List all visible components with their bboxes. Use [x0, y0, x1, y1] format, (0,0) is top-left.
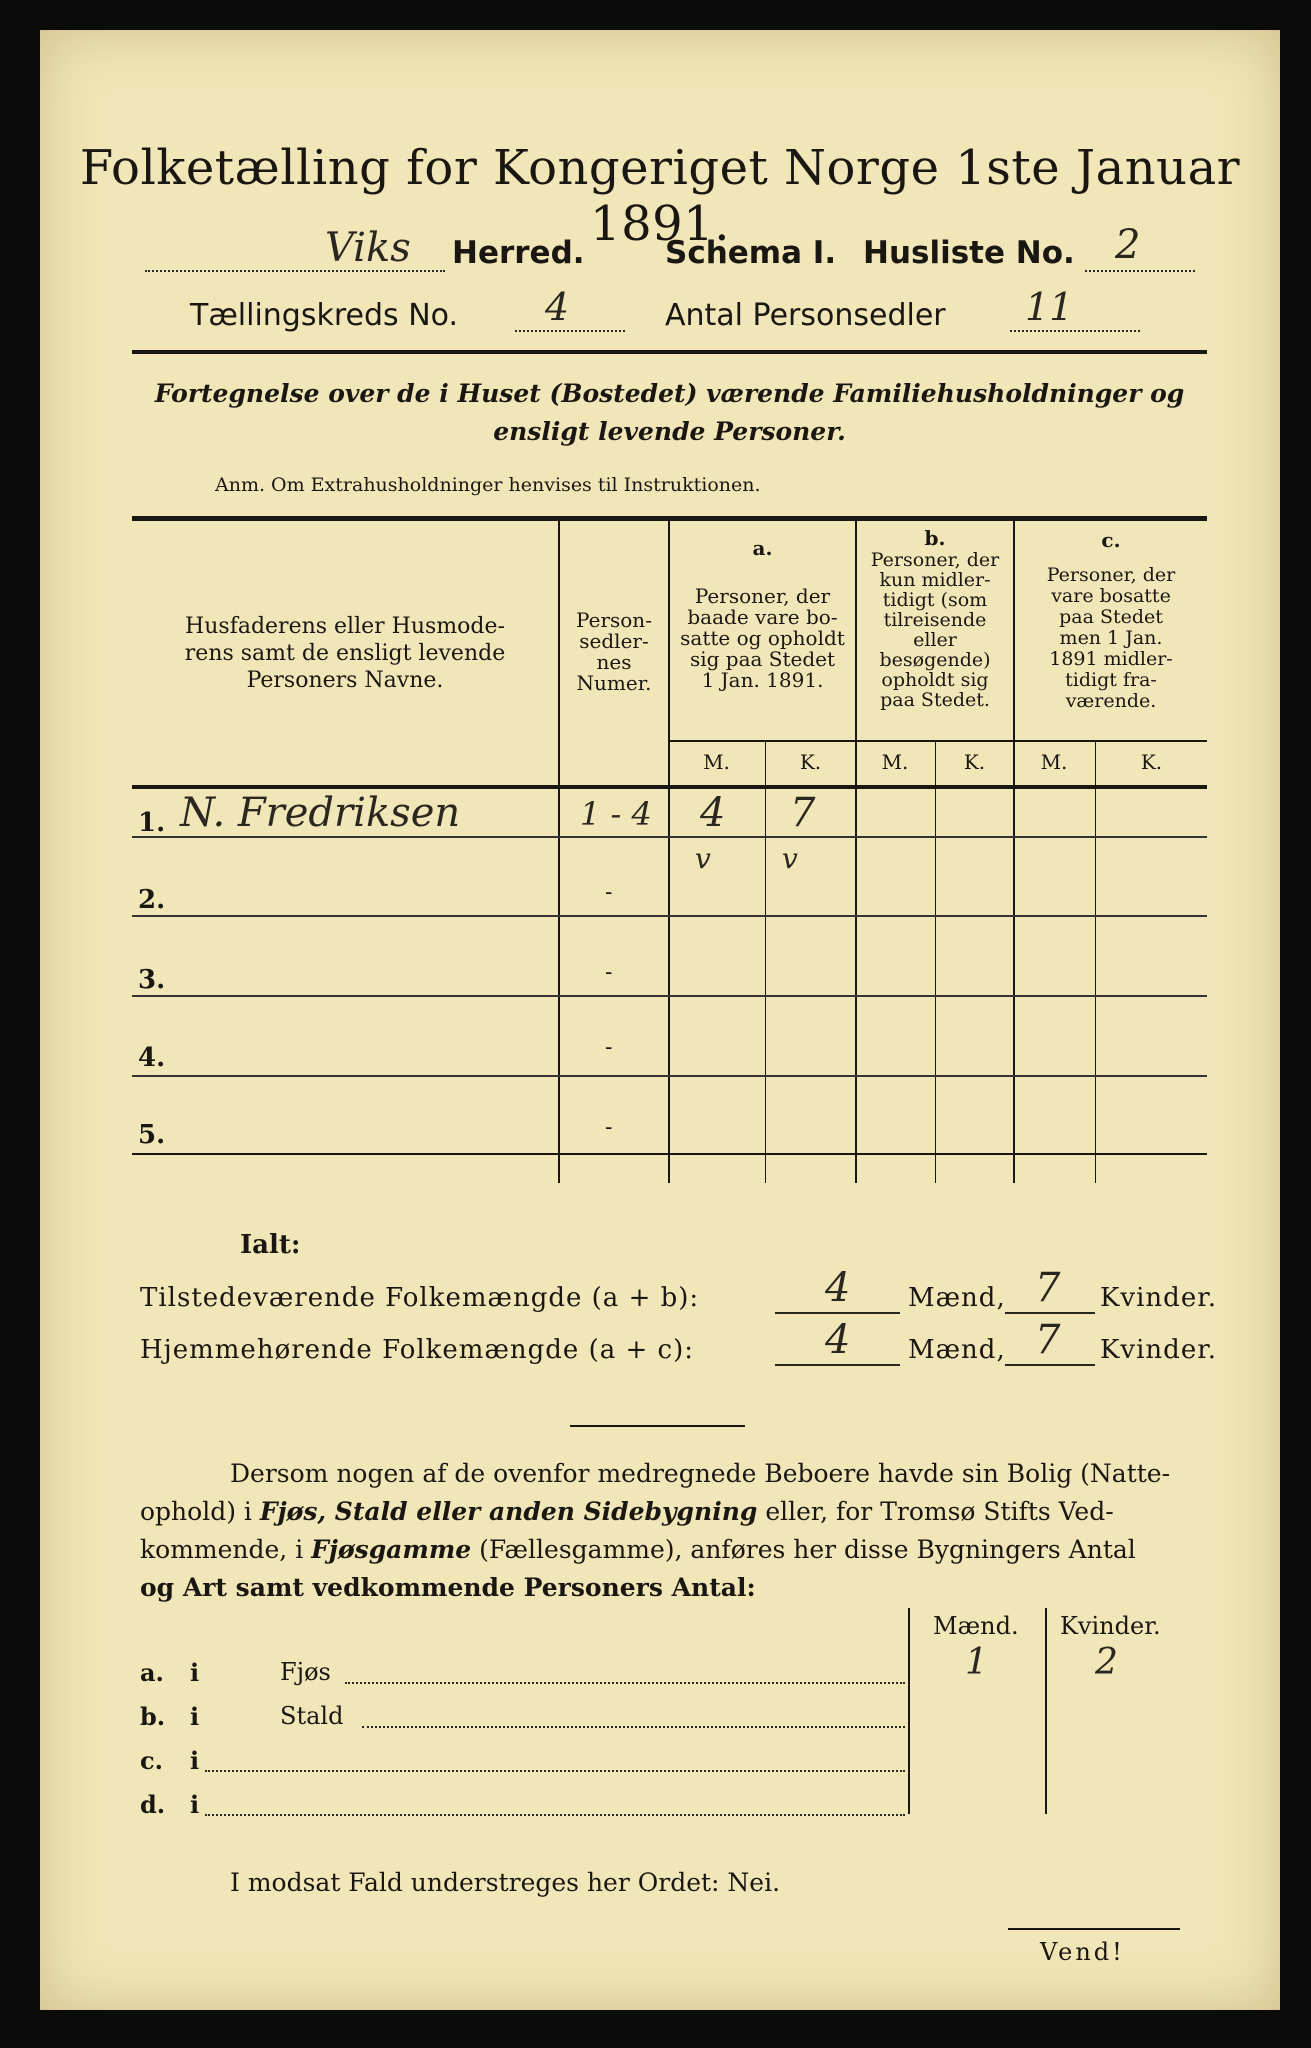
total-line-2-m: 4 [825, 1317, 851, 1363]
husliste-dotted-line [1085, 270, 1195, 272]
kvinder-label: Kvinder. [1100, 1283, 1218, 1313]
building-row-letter: c. [140, 1746, 163, 1775]
list-heading: Fortegnelse over de i Huset (Bostedet) værende Familiehusholdninger og ensligt levende Personer. [154, 379, 1185, 446]
building-row-k: 2 [1095, 1642, 1118, 1683]
herred-label: Herred. [452, 235, 585, 271]
building-row-letter: d. [140, 1790, 166, 1819]
kreds-number: 4 [545, 285, 570, 329]
row-dash: - [605, 960, 613, 985]
col-b-letter: b. [924, 526, 946, 550]
col-num-header: Person- sedler- nes Numer. [576, 608, 652, 695]
building-dotted-line [205, 1770, 905, 1772]
check-mark: v [782, 842, 798, 875]
total-line-1-k: 7 [1035, 1265, 1061, 1311]
building-dotted-line [205, 1814, 905, 1816]
row-dash: - [605, 880, 613, 905]
row-line [132, 1075, 1207, 1077]
row-number: 2. [138, 885, 166, 915]
building-row-letter: a. [140, 1658, 164, 1687]
building-col-divider [1045, 1608, 1047, 1814]
row-a-k: 7 [790, 790, 816, 836]
maend-label: Mænd, [908, 1335, 1006, 1365]
building-row-i: i [190, 1658, 200, 1687]
total-line-2-k: 7 [1035, 1317, 1061, 1363]
personsedler-dotted-line [1010, 330, 1140, 332]
col-c-header: Personer, der vare bosatte paa Stedet men 1 Jan. 1891 midler- tidigt fra- værende. [1046, 564, 1176, 712]
fill-line [1005, 1312, 1095, 1314]
mk-rule [668, 740, 1207, 742]
personsedler-count: 11 [1025, 285, 1074, 329]
fill-line [1005, 1364, 1095, 1366]
census-form-sheet [40, 30, 1280, 2010]
row-dash: - [605, 1115, 613, 1140]
k-label: K. [1140, 750, 1163, 774]
total-line-1-label: Tilstedeværende Folkemængde (a + b): [140, 1283, 700, 1313]
building-row-m: 1 [965, 1642, 988, 1683]
fill-line [775, 1364, 900, 1366]
row-line [132, 836, 1207, 838]
k-label: K. [799, 750, 822, 774]
row-number: 3. [138, 965, 166, 995]
personsedler-label: Antal Personsedler [665, 298, 946, 333]
building-row-label: Fjøs [280, 1658, 331, 1686]
fill-line [775, 1312, 900, 1314]
col-c-letter: c. [1101, 528, 1121, 552]
row-number: 4. [138, 1043, 166, 1073]
row-a-m: 4 [700, 790, 726, 836]
row-line [132, 915, 1207, 917]
building-row-letter: b. [140, 1702, 166, 1731]
kvinder-header: Kvinder. [1060, 1612, 1161, 1640]
ialt-label: Ialt: [240, 1230, 301, 1260]
kreds-label: Tællingskreds No. [190, 298, 458, 333]
vend-label: Vend! [1040, 1938, 1125, 1966]
footer-instruction: I modsat Fald understreges her Ordet: Nei. [230, 1868, 781, 1897]
husliste-number: 2 [1115, 222, 1141, 268]
row-name: N. Fredriksen [180, 790, 461, 836]
col-a-header: Personer, der baade vare bo- satte og opholdt sig paa Stedet 1 Jan. 1891. [680, 584, 845, 692]
col-divider-mk [765, 742, 766, 1183]
building-row-i: i [190, 1746, 200, 1775]
vend-rule [1008, 1928, 1180, 1930]
building-dotted-line [345, 1682, 905, 1684]
m-label: M. [881, 750, 909, 774]
top-rule [132, 350, 1207, 354]
m-label: M. [703, 750, 730, 774]
paragraph-line-3: kommende, i Fjøsgamme (Fællesgamme), anføres her disse Bygningers Antal [140, 1535, 1136, 1564]
building-col-divider [908, 1608, 910, 1814]
maend-header: Mænd. [933, 1612, 1019, 1640]
form-title: Folketælling for Kongeriget Norge 1ste Januar 1891. [79, 140, 1241, 252]
husliste-label: Husliste No. [863, 235, 1075, 271]
paragraph-line-4: og Art samt vedkommende Personers Antal: [140, 1573, 756, 1602]
col-divider-mk [1095, 742, 1096, 1183]
building-row-i: i [190, 1790, 200, 1819]
annotation-note: Anm. Om Extrahusholdninger henvises til Instruktionen. [215, 474, 761, 496]
row-dash: - [605, 1035, 613, 1060]
row-line [132, 995, 1207, 997]
paragraph-line-1: Dersom nogen af de ovenfor medregnede Beboere havde sin Bolig (Natte- [230, 1459, 1171, 1488]
kreds-dotted-line [515, 330, 625, 332]
col-divider-mk [935, 742, 936, 1183]
m-label: M. [1040, 750, 1068, 774]
building-row-i: i [190, 1702, 200, 1731]
total-line-2-label: Hjemmehørende Folkemængde (a + c): [140, 1335, 694, 1365]
row-num: 1 - 4 [580, 795, 652, 833]
paragraph-line-2: ophold) i Fjøs, Stald eller anden Sidebygning eller, for Tromsø Stifts Ved- [140, 1497, 1114, 1526]
separator-rule [570, 1425, 745, 1427]
schema-label: Schema I. [665, 235, 837, 271]
check-mark: v [695, 842, 711, 875]
row-number: 5. [138, 1120, 166, 1150]
herred-name: Viks [325, 225, 411, 271]
building-row-label: Stald [280, 1702, 344, 1730]
total-line-1-m: 4 [825, 1265, 851, 1311]
building-dotted-line [362, 1726, 905, 1728]
row-number: 1. [138, 808, 166, 838]
k-label: K. [963, 750, 986, 774]
col-name-header: Husfaderens eller Husmode- rens samt de ensligt levende Personers Navne. [184, 614, 506, 693]
col-a-letter: a. [752, 536, 773, 560]
kvinder-label: Kvinder. [1100, 1335, 1218, 1365]
maend-label: Mænd, [908, 1283, 1006, 1313]
col-b-header: Personer, der kun midler- tidigt (som tilreisende eller besøgende) opholdt sig paa Stedet. [870, 549, 1000, 711]
